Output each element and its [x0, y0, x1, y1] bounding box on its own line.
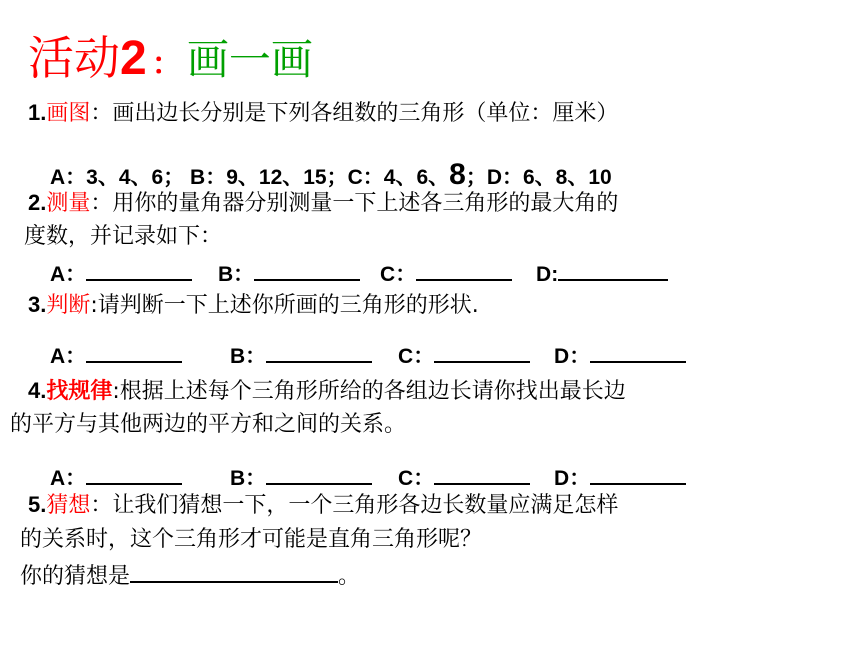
q3-blank-b[interactable] — [266, 341, 372, 363]
q1-option-b: B：9、12、15； — [190, 166, 348, 189]
q2-label-c: C： — [380, 263, 417, 286]
title-sub: 画一画 — [186, 35, 313, 84]
q1-line — [28, 98, 618, 129]
q4-blank-b[interactable] — [266, 463, 372, 485]
q4-label-d: D： — [554, 467, 591, 490]
q1-option-c-end: ； — [465, 166, 487, 189]
q3-label-a: A： — [50, 345, 87, 368]
q2-label-b: B： — [218, 263, 255, 286]
q4-blank-d[interactable] — [590, 463, 686, 485]
q2-line2: 度数，并记录如下： — [24, 224, 223, 249]
q1-option-d: D：6、8、10 — [486, 166, 612, 189]
q4-label: 找规律 — [46, 379, 113, 404]
title-main: 活动 — [28, 31, 120, 85]
q5-number: 5. — [28, 492, 47, 517]
q4-label-b: B： — [230, 467, 267, 490]
q1-answers — [50, 158, 612, 192]
q5-text: ：让我们猜想一下，一个三角形各边长数量应满足怎样 — [90, 493, 619, 518]
q3-label: 判断 — [46, 293, 91, 318]
q3-blank-d[interactable] — [590, 341, 686, 363]
q2-label-d: D: — [536, 263, 559, 286]
title-colon: ： — [151, 47, 182, 82]
q3-line — [28, 290, 479, 321]
q2-blank-a[interactable] — [86, 259, 192, 281]
q1-number: 1. — [28, 100, 47, 125]
q4-label-a: A： — [50, 467, 87, 490]
q2-blank-b[interactable] — [254, 259, 360, 281]
q1-text: ：画出边长分别是下列各组数的三角形（单位：厘米） — [90, 101, 619, 126]
q5-guess-label: 你的猜想是 — [20, 564, 131, 589]
q2-text: ：用你的量角器分别测量一下上述各三角形的最大角的 — [90, 191, 619, 216]
q3-number: 3. — [28, 292, 47, 317]
q4-line2: 的平方与其他两边的平方和之间的关系。 — [10, 412, 407, 437]
q2-blank-d[interactable] — [558, 259, 668, 281]
q5-line3 — [20, 561, 360, 592]
q4-line1 — [28, 376, 626, 407]
q3-answers — [50, 340, 686, 370]
q2-number: 2. — [28, 190, 47, 215]
q4-number: 4. — [28, 378, 47, 403]
q1-label: 画图 — [46, 101, 91, 126]
q3-blank-c[interactable] — [434, 341, 530, 363]
q2-answers — [50, 258, 668, 288]
q4-blank-a[interactable] — [86, 463, 182, 485]
q2-label-a: A： — [50, 263, 87, 286]
q4-label-c: C： — [398, 467, 435, 490]
q3-blank-a[interactable] — [86, 341, 182, 363]
q3-label-b: B： — [230, 345, 267, 368]
q3-label-d: D： — [554, 345, 591, 368]
q3-label-c: C： — [398, 345, 435, 368]
q2-label: 测量 — [46, 191, 91, 216]
title-number: 2 — [120, 32, 147, 85]
q1-option-c-eight: 8 — [449, 158, 466, 191]
q1-option-c: C：4、6、 — [347, 166, 450, 189]
page-title — [28, 22, 313, 88]
q5-label: 猜想 — [46, 493, 91, 518]
q2-line1 — [28, 188, 618, 219]
q1-option-a: A：3、4、6； — [50, 166, 185, 189]
q5-guess-end: 。 — [338, 564, 361, 589]
q4-blank-c[interactable] — [434, 463, 530, 485]
q5-guess-blank[interactable] — [130, 561, 338, 583]
q4-text: :根据上述每个三角形所给的各组边长请你找出最长边 — [112, 379, 626, 404]
q2-blank-c[interactable] — [416, 259, 512, 281]
q5-line2: 的关系时，这个三角形才可能是直角三角形呢？ — [20, 527, 483, 552]
q5-line1 — [28, 490, 618, 521]
q4-answers — [50, 462, 686, 492]
q3-text: :请判断一下上述你所画的三角形的形状. — [90, 293, 479, 318]
